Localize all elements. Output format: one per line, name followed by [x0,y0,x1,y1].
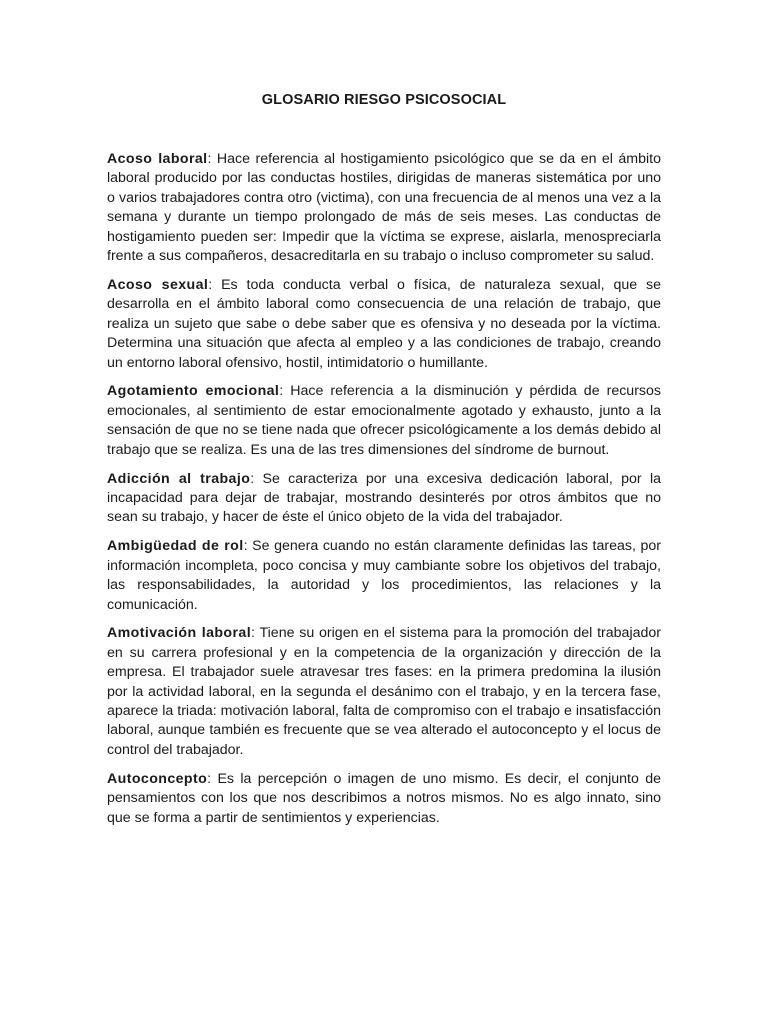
glossary-entries [107,150,661,838]
glossary-term: Agotamiento emocional [107,383,280,400]
glossary-definition: : Se caracteriza por una excesiva dedicación laboral, por la incapacidad para dejar de trabajar, mostrando desinterés por otros ámbitos que no sean su trabajo, y hacer de éste el único objeto de la vida del trabajador. [107,470,661,526]
glossary-definition: : Se genera cuando no están claramente definidas las tareas, por información incompleta, poco concisa y muy cambiante sobre los objetivos del trabajo, las responsabilidades, la autoridad y los procedimientos, las relaciones y la comunicación. [107,538,661,613]
glossary-entry-acoso-sexual [107,276,661,373]
glossary-definition: : Hace referencia al hostigamiento psicológico que se da en el ámbito laboral producido por las conductas hostiles, dirigidas de maneras sistemática por uno o varios trabajadores contra otro (victima), con una frecuencia de al menos una vez a la semana y durante un tiempo prolongado de más de seis meses. Las conductas de hostigamiento pueden ser: Impedir que la víctima se exprese, aislarla, menospreciarla frente a sus compañeros, desacreditarla en su trabajo o incluso comprometer su salud. [107,151,661,265]
glossary-term: Acoso sexual [107,276,209,293]
glossary-entry-acoso-laboral [107,150,661,266]
document-title: GLOSARIO RIESGO PSICOSOCIAL [261,92,507,108]
glossary-definition: : Es la percepción o imagen de uno mismo. Es decir, el conjunto de pensamientos con los que nos describimos a notros mismos. No es algo innato, sino que se forma a partir de sentimientos y experiencias. [107,770,661,826]
glossary-term: Acoso laboral [107,151,208,167]
glossary-entry-amotivacion-laboral [107,624,661,760]
glossary-definition: : Tiene su origen en el sistema para la promoción del trabajador en su carrera profesional y en la competencia de la organización y dirección de la empresa. El trabajador suele atravesar tres fases: en la primera predomina la ilusión por la actividad laboral, en la segunda el desánimo con el trabajo, y en la tercera fase, aparece la triada: motivación laboral, falta de compromiso con el trabajo e insatisfacción laboral, aunque también es frecuente que se vea alterado el autoconcepto y el locus de control del trabajador. [107,625,661,758]
glossary-entry-ambiguedad-de-rol [107,537,661,615]
glossary-term: Autoconcepto [107,770,208,787]
glossary-definition: : Es toda conducta verbal o física, de naturaleza sexual, que se desarrolla en el ámbito laboral como consecuencia de una relación de trabajo, que realiza un sujeto que sabe o debe saber que es ofensiva y no deseada por la víctima. Determina una situación que afecta al empleo y a las condiciones de trabajo, creando un entorno laboral ofensivo, hostil, intimidatorio o humillante. [107,276,661,371]
glossary-term: Adicción al trabajo [107,470,251,487]
glossary-term: Ambigüedad de rol [107,538,244,555]
glossary-entry-autoconcepto [107,770,661,828]
glossary-term: Amotivación laboral [107,625,252,642]
glossary-entry-adiccion-al-trabajo [107,470,661,528]
glossary-definition: : Hace referencia a la disminución y pérdida de recursos emocionales, al sentimiento de estar emocionalmente agotado y exhausto, junto a la sensación de que no se tiene nada que ofrecer psicológicamente a los demás debido al trabajo que se realiza. Es una de las tres dimensiones del síndrome de burnout. [107,383,661,458]
glossary-entry-agotamiento-emocional [107,382,661,460]
